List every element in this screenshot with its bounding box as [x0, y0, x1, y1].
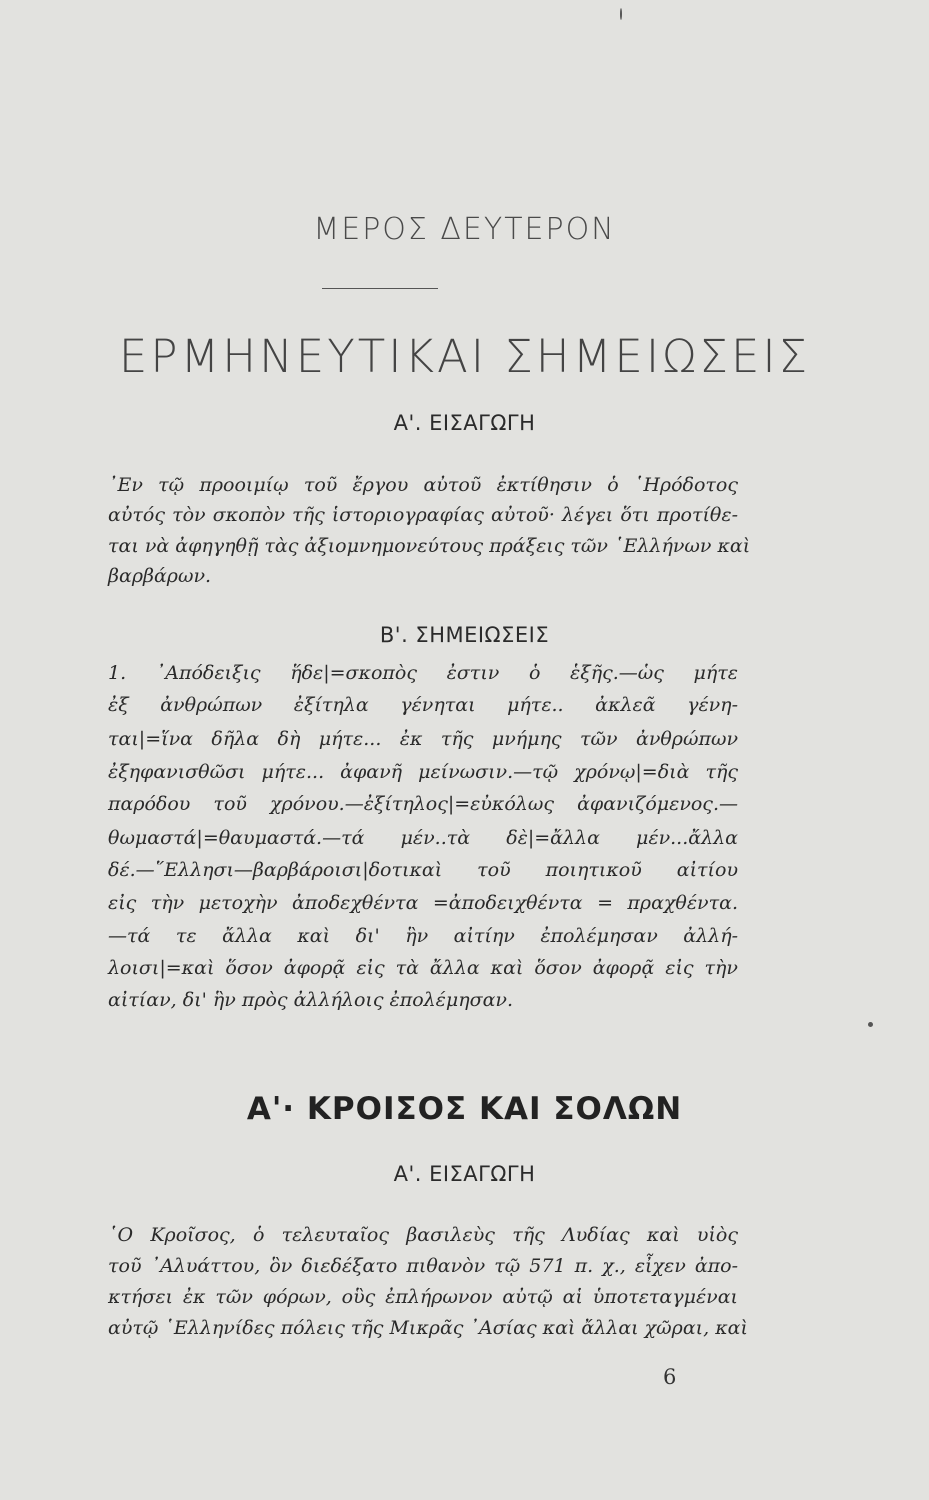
text-line: τοῦ ᾿Αλυάττου, ὃν διεδέξατο πιθανὸν τῷ 571 π. χ., εἶχεν ἀπο- — [108, 1255, 738, 1277]
section-heading-introduction: Α'. ΕΙΣΑΓΩΓΗ — [393, 1162, 536, 1186]
text-line: —τά τε ἄλλα καὶ δι' ἣν αἰτίην ἐπολέμησαν ἀλλή- — [108, 925, 738, 947]
page-number: 6 — [663, 1365, 677, 1389]
title-divider — [322, 288, 438, 289]
text-line: ἐξηφανισθῶσι μήτε... ἀφανῆ μείνωσιν.—τῷ χρόνῳ|=διὰ τῆς — [108, 761, 738, 783]
scan-speck — [620, 8, 622, 20]
text-line: αἰτίαν, δι' ἣν πρὸς ἀλλήλοις ἐπολέμησαν. — [108, 989, 513, 1011]
text-line: παρόδου τοῦ χρόνου.—ἐξίτηλος|=εὐκόλως ἀφανιζόμενος.— — [108, 793, 738, 815]
text-line: ᾿Εν τῷ προοιμίῳ τοῦ ἔργου αὐτοῦ ἐκτίθησιν ὁ ῾Ηρόδοτος — [108, 474, 738, 496]
scan-speck — [868, 1022, 873, 1027]
text-line: ῾Ο Κροῖσος, ὁ τελευταῖος βασιλεὺς τῆς Λυδίας καὶ υἱὸς — [108, 1224, 738, 1246]
part-title: ΜΕΡΟΣ ΔΕΥΤΕΡΟΝ — [313, 212, 616, 247]
text-line: κτήσει ἐκ τῶν φόρων, οὓς ἐπλήρωνον αὐτῷ αἱ ὑποτεταγμέναι — [108, 1286, 738, 1308]
text-line: αὐτός τὸν σκοπὸν τῆς ἱστοριογραφίας αὐτοῦ· λέγει ὅτι προτίθε- — [108, 504, 738, 526]
text-line: δέ.—῞Ελλησι—βαρβάροισι|δοτικαὶ τοῦ ποιητικοῦ αἰτίου — [108, 859, 738, 881]
text-line: ται|=ἵνα δῆλα δὴ μήτε... ἐκ τῆς μνήμης τῶν ἀνθρώπων — [108, 728, 738, 750]
text-line: θωμαστά|=θαυμαστά.—τά μέν..τὰ δὲ|=ἄλλα μέν...ἄλλα — [108, 827, 738, 849]
section-heading-introduction: Α'. ΕΙΣΑΓΩΓΗ — [393, 411, 536, 435]
main-title: ΕΡΜΗΝΕΥΤΙΚΑΙ ΣΗΜΕΙΩΣΕΙΣ — [118, 330, 811, 383]
text-line: 1. ᾿Απόδειξις ἥδε|=σκοπὸς ἐστιν ὁ ἑξῆς.—ὡς μήτε — [108, 662, 738, 684]
text-line: εἰς τὴν μετοχὴν ἀποδεχθέντα =ἀποδειχθέντα = πραχθέντα. — [108, 892, 738, 914]
text-line: ἐξ ἀνθρώπων ἐξίτηλα γένηται μήτε.. ἀκλεᾶ γένη- — [108, 694, 738, 716]
text-line: αὐτῷ ῾Ελληνίδες πόλεις τῆς Μικρᾶς ᾿Ασίας καὶ ἄλλαι χῶραι, καὶ — [108, 1317, 748, 1339]
text-line: λοισι|=καὶ ὅσον ἀφορᾷ εἰς τὰ ἄλλα καὶ ὅσον ἀφορᾷ εἰς τὴν — [108, 957, 738, 979]
text-line: ται νὰ ἀφηγηθῇ τὰς ἀξιομνημονεύτους πράξεις τῶν ῾Ελλήνων καὶ — [108, 535, 751, 557]
section-heading-notes: Β'. ΣΗΜΕΙΩΣΕΙΣ — [379, 623, 550, 647]
chapter-title: Α'· ΚΡΟΙΣΟΣ ΚΑΙ ΣΟΛΩΝ — [246, 1091, 683, 1127]
text-line: βαρβάρων. — [108, 565, 212, 587]
